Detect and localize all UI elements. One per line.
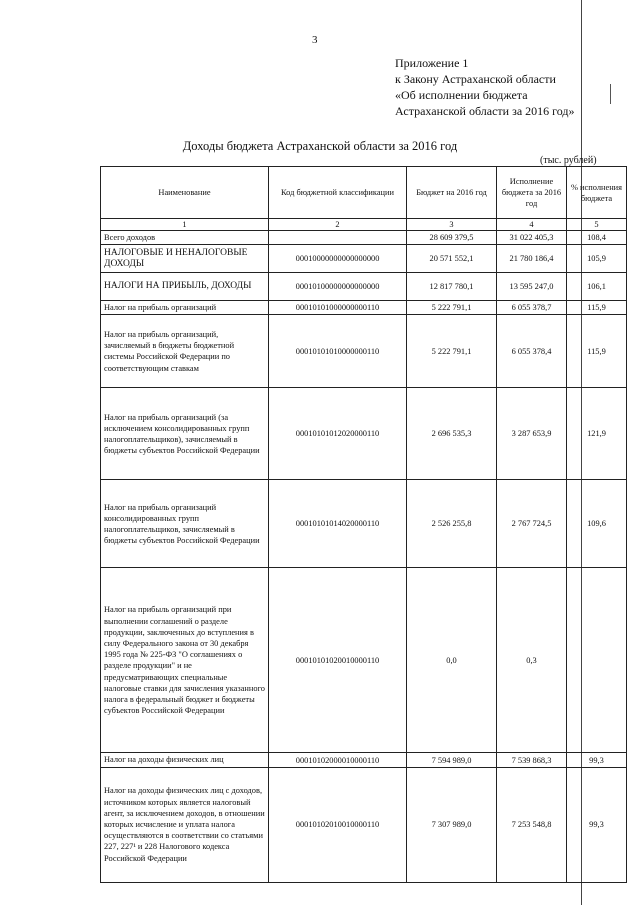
row-percent: 109,6 xyxy=(567,480,627,568)
table-row xyxy=(101,231,627,245)
table-row xyxy=(101,245,627,273)
appendix-header xyxy=(395,55,575,119)
row-execution: 3 287 653,9 xyxy=(497,388,567,480)
row-budget: 2 526 255,8 xyxy=(407,480,497,568)
row-percent xyxy=(567,568,627,753)
appendix-line-2: к Закону Астраханской области xyxy=(395,72,556,86)
row-execution: 6 055 378,4 xyxy=(497,315,567,388)
row-percent: 106,1 xyxy=(567,273,627,301)
units-label: (тыс. рублей) xyxy=(540,155,597,166)
row-budget: 0,0 xyxy=(407,568,497,753)
row-name: НАЛОГОВЫЕ И НЕНАЛОГОВЫЕ ДОХОДЫ xyxy=(101,245,269,273)
row-code: 00010101014020000110 xyxy=(269,480,407,568)
row-execution: 31 022 405,3 xyxy=(497,231,567,245)
table-row xyxy=(101,568,627,753)
column-number: 5 xyxy=(567,219,627,231)
row-name: Всего доходов xyxy=(101,231,269,245)
appendix-line-3: «Об исполнении бюджета xyxy=(395,88,528,102)
row-percent: 115,9 xyxy=(567,301,627,315)
row-code: 00010000000000000000 xyxy=(269,245,407,273)
row-execution: 0,3 xyxy=(497,568,567,753)
row-name: Налог на прибыль организаций при выполнении соглашений о разделе продукции, заключенных до вступления в силу Федерального закона от 30 декабря 1995 года № 225-ФЗ "О соглашениях о разделе продукции" и не предусматривающих специальные налоговые ставки для зачисления указанного налога в федеральный бюджет и бюджеты субъектов Российской Федерации xyxy=(101,568,269,753)
row-execution: 7 253 548,8 xyxy=(497,767,567,882)
table-row xyxy=(101,273,627,301)
column-number: 4 xyxy=(497,219,567,231)
row-code: 00010101012020000110 xyxy=(269,388,407,480)
row-execution: 6 055 378,7 xyxy=(497,301,567,315)
page-number: 3 xyxy=(312,34,318,46)
row-name: Налог на прибыль организаций (за исключением консолидированных групп налогоплательщиков), зачисляемый в бюджеты субъектов Российской Федерации xyxy=(101,388,269,480)
row-code: 00010101010000000110 xyxy=(269,315,407,388)
column-number: 3 xyxy=(407,219,497,231)
row-execution: 13 595 247,0 xyxy=(497,273,567,301)
row-execution: 2 767 724,5 xyxy=(497,480,567,568)
row-percent: 121,9 xyxy=(567,388,627,480)
row-percent: 115,9 xyxy=(567,315,627,388)
row-budget: 28 609 379,5 xyxy=(407,231,497,245)
row-percent: 108,4 xyxy=(567,231,627,245)
row-execution: 7 539 868,3 xyxy=(497,753,567,767)
row-code: 00010102000010000110 xyxy=(269,753,407,767)
revenue-table xyxy=(100,166,627,883)
row-percent: 105,9 xyxy=(567,245,627,273)
column-number: 2 xyxy=(269,219,407,231)
row-name: Налог на прибыль организаций xyxy=(101,301,269,315)
header-execution: Исполнение бюджета за 2016 год xyxy=(497,167,567,219)
row-code: 00010102010010000110 xyxy=(269,767,407,882)
row-budget: 7 594 989,0 xyxy=(407,753,497,767)
row-budget: 5 222 791,1 xyxy=(407,315,497,388)
table-row xyxy=(101,388,627,480)
row-code: 00010101020010000110 xyxy=(269,568,407,753)
row-code: 00010101000000000110 xyxy=(269,301,407,315)
appendix-line-1: Приложение 1 xyxy=(395,56,469,70)
header-code: Код бюджетной классификации xyxy=(269,167,407,219)
row-percent: 99,3 xyxy=(567,753,627,767)
header-percent: % исполнения бюджета xyxy=(567,167,627,219)
row-name: Налог на прибыль организаций консолидированных групп налогоплательщиков, зачисляемый в бюджеты субъектов Российской Федерации xyxy=(101,480,269,568)
row-name: Налог на прибыль организаций, зачисляемый в бюджеты бюджетной системы Российской Федерации по соответствующим ставкам xyxy=(101,315,269,388)
header-row xyxy=(101,167,627,219)
row-name: Налог на доходы физических лиц xyxy=(101,753,269,767)
row-percent: 99,3 xyxy=(567,767,627,882)
row-budget: 20 571 552,1 xyxy=(407,245,497,273)
row-budget: 7 307 989,0 xyxy=(407,767,497,882)
table-row xyxy=(101,315,627,388)
row-execution: 21 780 186,4 xyxy=(497,245,567,273)
row-code: 00010100000000000000 xyxy=(269,273,407,301)
scan-mark xyxy=(610,84,611,104)
row-budget: 5 222 791,1 xyxy=(407,301,497,315)
table-row xyxy=(101,753,627,767)
row-name: НАЛОГИ НА ПРИБЫЛЬ, ДОХОДЫ xyxy=(101,273,269,301)
header-budget: Бюджет на 2016 год xyxy=(407,167,497,219)
row-name: Налог на доходы физических лиц с доходов, источником которых является налоговый агент, за исключением доходов, в отношении которых исчисление и уплата налога осуществляются в соответствии со статьями 227, 227¹ и 228 Налогового кодекса Российской Федерации xyxy=(101,767,269,882)
row-budget: 12 817 780,1 xyxy=(407,273,497,301)
table-row xyxy=(101,301,627,315)
table-row xyxy=(101,480,627,568)
header-name: Наименование xyxy=(101,167,269,219)
document-title: Доходы бюджета Астраханской области за 2016 год xyxy=(182,139,458,153)
row-budget: 2 696 535,3 xyxy=(407,388,497,480)
row-code xyxy=(269,231,407,245)
column-number: 1 xyxy=(101,219,269,231)
table-row xyxy=(101,767,627,882)
appendix-line-4: Астраханской области за 2016 год» xyxy=(395,104,575,118)
column-number-row xyxy=(101,219,627,231)
